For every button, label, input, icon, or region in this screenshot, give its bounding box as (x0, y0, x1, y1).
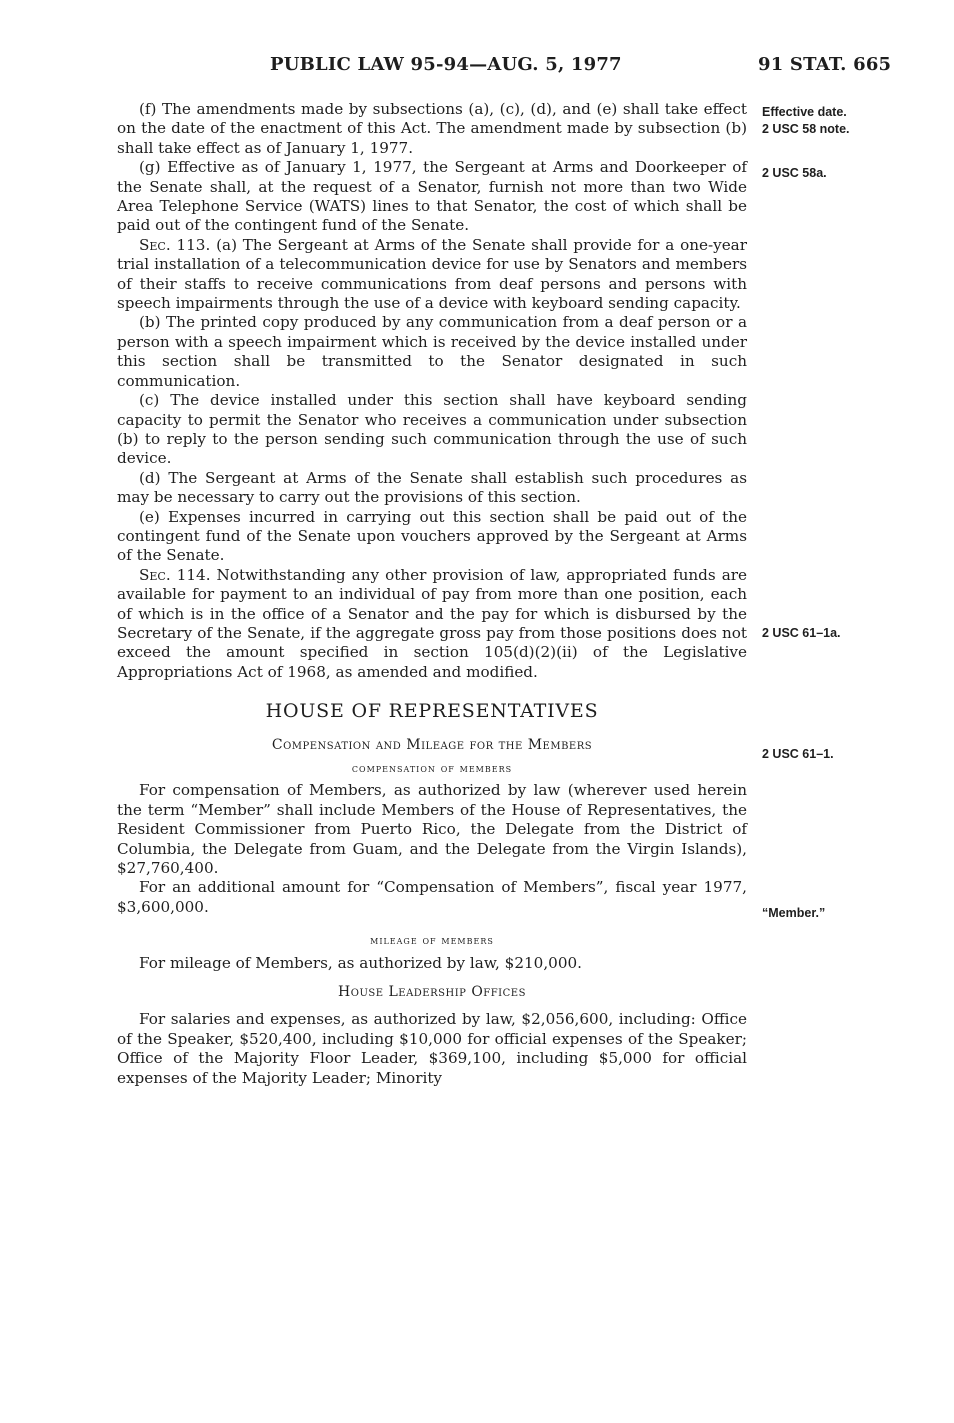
paragraph-leadership: For salaries and expenses, as authorized by law, $2,056,600, including: Office of the Speaker, $520,400, including $10,000 for official expenses of the Speaker; Office of the Majority Floor Leader, $369,100, including $5,000 for official expenses of the Majority Leader; Minority (117, 1010, 747, 1087)
margin-note-2-usc-58a: 2 USC 58a. (762, 166, 827, 180)
house-leadership-offices-heading: House Leadership Offices (338, 984, 526, 1001)
section-114-paragraph (117, 566, 747, 682)
paragraph-c: (c) The device installed under this section shall have keyboard sending capacity to permit the Senator who receives a communication under subsection (b) to reply to the person sending such communication through the use of such device. (117, 391, 747, 468)
page-header-stat: 91 STAT. 665 (758, 54, 892, 75)
page-header-title: PUBLIC LAW 95-94—AUG. 5, 1977 (270, 54, 622, 75)
paragraph-compensation: For compensation of Members, as authorized by law (wherever used herein the term “Member” shall include Members of the House of Representatives, the Resident Commissioner from Puerto Rico, the Delegate from the District of Columbia, the Delegate from Guam, and the Delegate from the Virgin Islands), $27,760,400. (117, 781, 747, 878)
margin-note-member: “Member.” (762, 906, 826, 920)
margin-note-2-usc-61-1a: 2 USC 61–1a. (762, 626, 841, 640)
section-113-text: (a) The Sergeant at Arms of the Senate shall provide for a one-year trial installation of a telecommunication device for use by Senators and members of their staffs to receive communications from deaf persons and persons with speech impairments through the use of a device with keyboard sending capacity. (117, 235, 747, 313)
paragraph-g: (g) Effective as of January 1, 1977, the Sergeant at Arms and Doorkeeper of the Senate shall, at the request of a Senator, furnish not more than two Wide Area Telephone Service (WATS) lines to that Senator, the cost of which shall be paid out of the contingent fund of the Senate. (117, 158, 747, 235)
paragraph-mileage: For mileage of Members, as authorized by law, $210,000. (139, 953, 582, 972)
house-of-representatives-heading: HOUSE OF REPRESENTATIVES (265, 700, 599, 723)
paragraph-e: (e) Expenses incurred in carrying out this section shall be paid out of the contingent fund of the Senate upon vouchers approved by the Sergeant at Arms of the Senate. (117, 507, 747, 565)
margin-note-2-usc-58-note: 2 USC 58 note. (762, 122, 850, 136)
paragraph-b: (b) The printed copy produced by any communication from a deaf person or a person with a speech impairment which is received by the device installed under this section shall be transmitted to the Senator designated in such communication. (117, 313, 747, 390)
paragraph-additional-amount: For an additional amount for “Compensation of Members”, fiscal year 1977, $3,600,000. (117, 878, 747, 916)
paragraph-f: (f) The amendments made by subsections (a), (c), (d), and (e) shall take effect on the date of the enactment of this Act. The amendment made by subsection (b) shall take effect as of January 1, 1977. (117, 100, 747, 157)
compensation-and-mileage-heading: Compensation and Mileage for the Members (271, 736, 593, 753)
mileage-of-members-heading: mileage of members (370, 933, 494, 948)
compensation-of-members-heading: compensation of members (351, 761, 513, 775)
paragraph-d: (d) The Sergeant at Arms of the Senate shall establish such procedures as may be necessary to carry out the provisions of this section. (117, 468, 747, 507)
section-114-text: Notwithstanding any other provision of law, appropriated funds are available for payment to an individual of pay from more than one position, each of which is in the office of a Senator and the pay for which is disbursed by the Secretary of the Senate, if the aggregate gross pay from those positions does not exceed the amount specified in section 105(d)(2)(ii) of the Legislative Appropriations Act of 1968, as amended and modified. (117, 565, 747, 681)
margin-note-2-usc-61-1: 2 USC 61–1. (762, 747, 834, 761)
margin-note-effective-date: Effective date. (762, 105, 847, 119)
main-text-column (117, 100, 747, 1088)
section-114-label: Sec. 114. (139, 565, 211, 584)
section-113-label: Sec. 113. (139, 235, 211, 254)
section-113-paragraph-a (117, 236, 747, 314)
